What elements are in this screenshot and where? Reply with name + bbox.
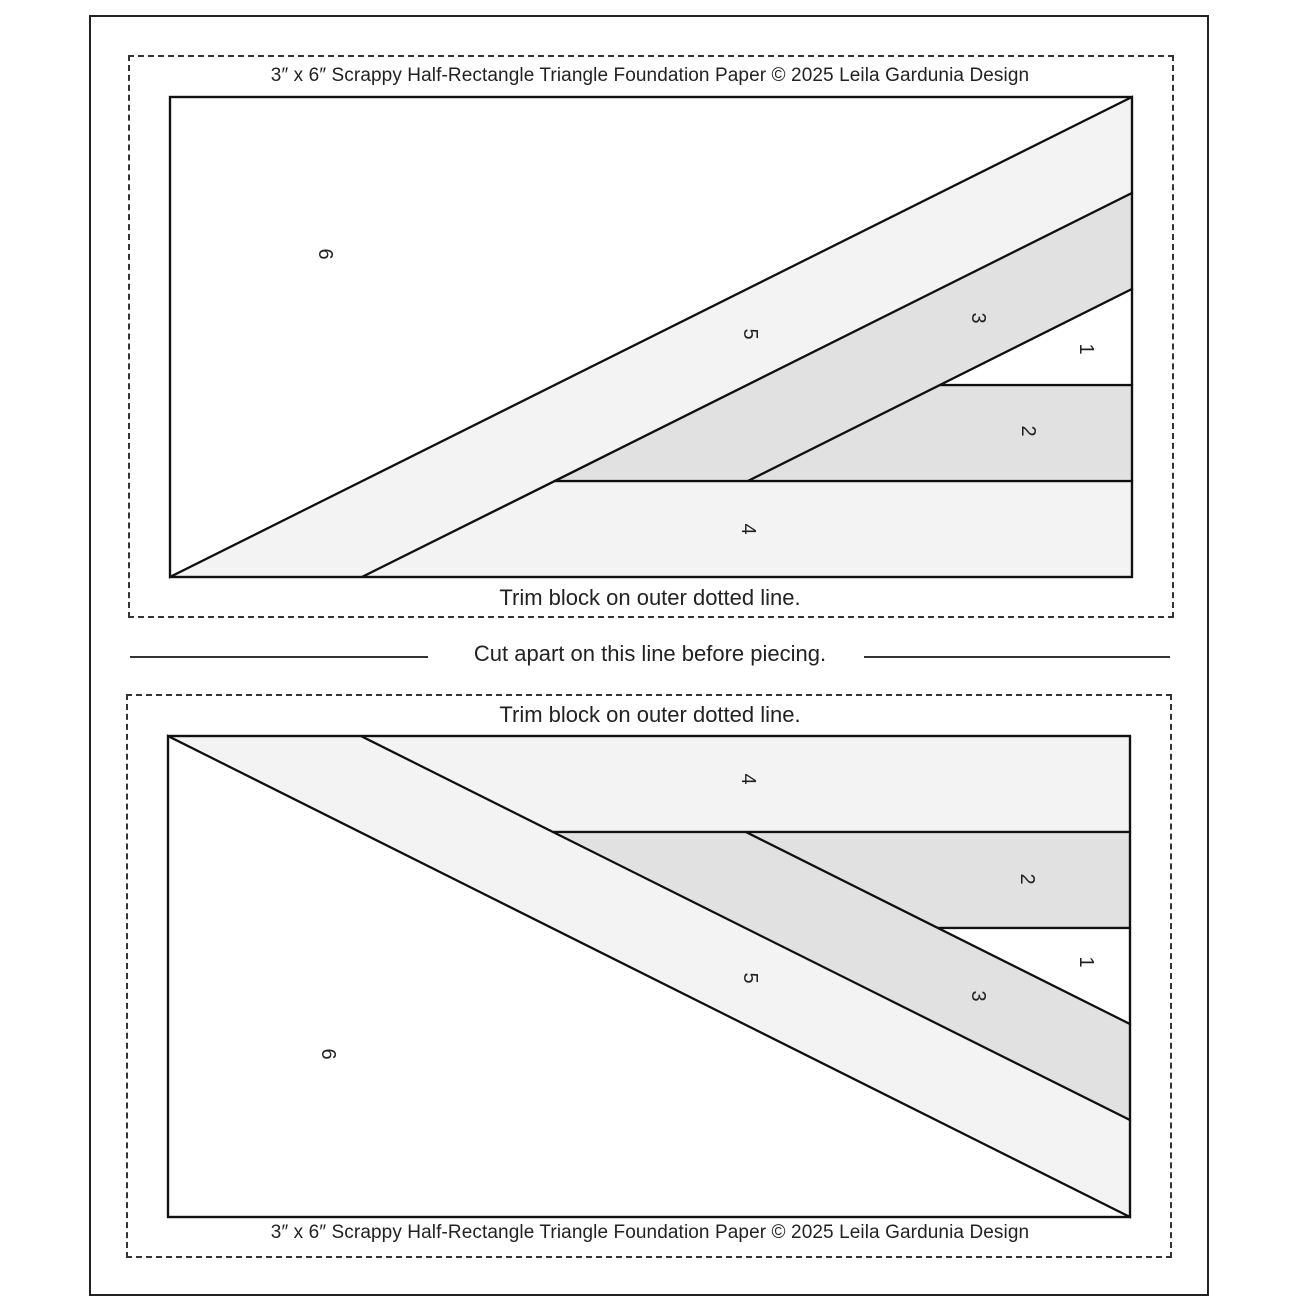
cut-instruction: Cut apart on this line before piecing. [473,641,827,666]
bottom-piece-label-6: 6 [317,1048,339,1060]
top-block-title: 3″ x 6″ Scrappy Half-Rectangle Triangle Foundation Paper © 2025 Leila Gardunia Design [270,65,1030,86]
bottom-piece-label-1: 1 [1075,956,1097,968]
bottom-block-trim-note: Trim block on outer dotted line. [499,702,801,727]
top-piece-label-6: 6 [314,248,336,260]
bottom-block-pattern [168,736,1130,1217]
bottom-block-title: 3″ x 6″ Scrappy Half-Rectangle Triangle Foundation Paper © 2025 Leila Gardunia Design [270,1222,1030,1243]
top-piece-label-2: 2 [1017,425,1039,437]
bottom-piece-label-3: 3 [967,990,989,1002]
top-piece-label-4: 4 [737,523,759,535]
bottom-piece-label-4: 4 [737,773,759,785]
bottom-piece-label-2: 2 [1016,873,1038,885]
top-block-trim-note: Trim block on outer dotted line. [499,585,801,610]
bottom-piece-label-5: 5 [739,972,761,984]
top-block-pattern [170,97,1132,577]
top-piece-label-3: 3 [967,312,989,324]
top-piece-label-1: 1 [1075,343,1097,355]
top-piece-label-5: 5 [739,328,761,340]
